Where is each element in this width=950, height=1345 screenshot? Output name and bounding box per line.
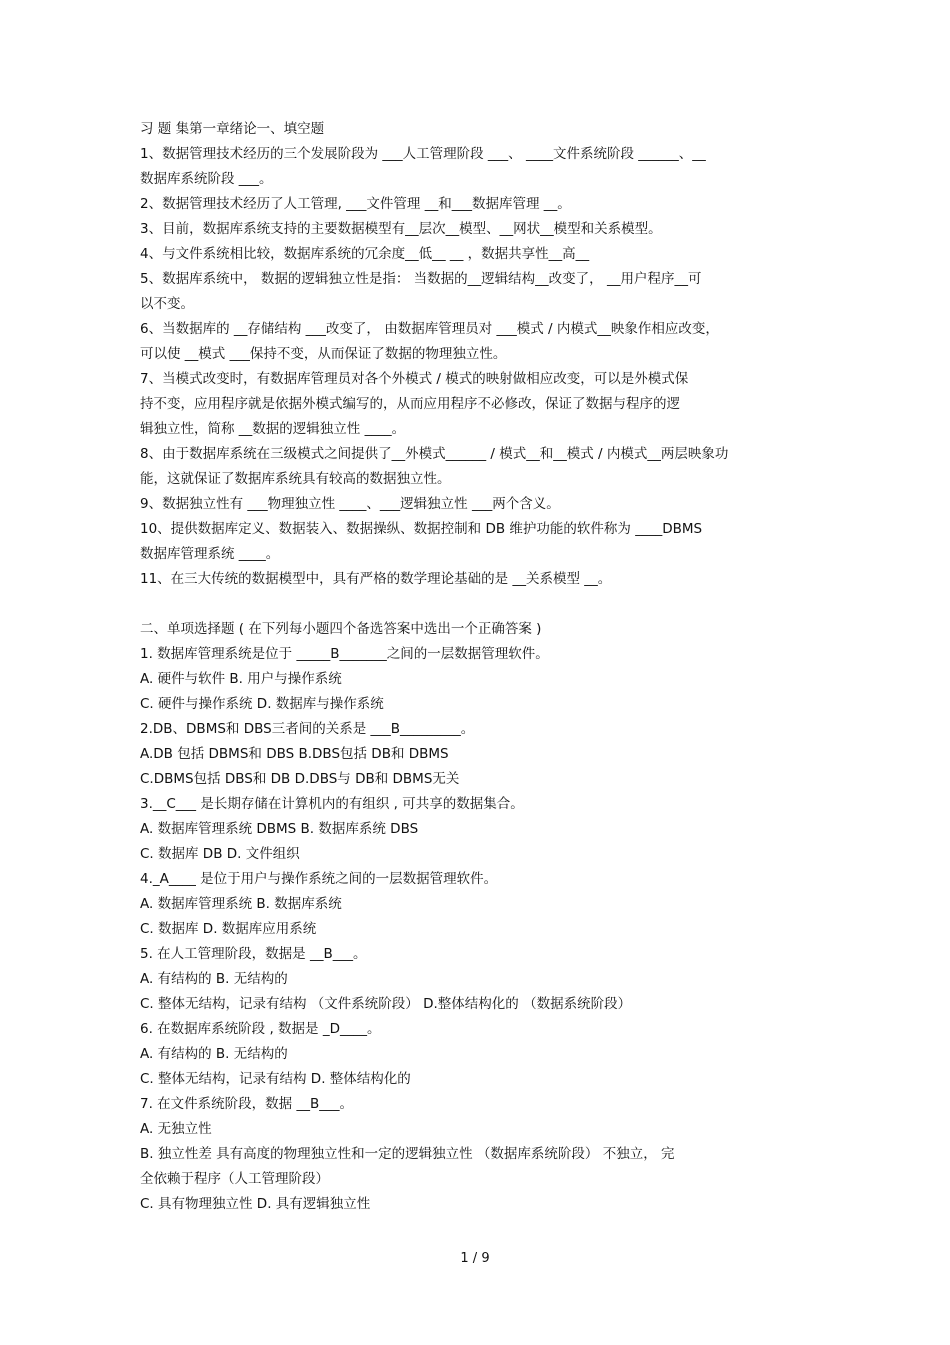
text-line: 数据库系统阶段 ___。 <box>140 171 273 187</box>
text-line: 习 题 集第一章绪论一、填空题 <box>140 121 325 137</box>
text-line: 4._A____ 是位于用户与操作系统之间的一层数据管理软件。 <box>140 871 498 887</box>
text-line: 3、目前，数据库系统支持的主要数据模型有__层次__模型、__网状__模型和关系模型。 <box>140 221 662 237</box>
text-line: A. 有结构的 B. 无结构的 <box>140 971 288 987</box>
text-line: 7、当模式改变时，有数据库管理员对各个外模式 / 模式的映射做相应改变，可以是外模式保 <box>140 371 689 387</box>
text-line: 1、数据管理技术经历的三个发展阶段为 ___人工管理阶段 ___、 ____文件系统阶段 ______、__ <box>140 146 706 162</box>
text-line: A.DB 包括 DBMS和 DBS B.DBS包括 DB和 DBMS <box>140 746 449 762</box>
text-line: 6、当数据库的 __存储结构 ___改变了， 由数据库管理员对 ___模式 / 内模式__映象作相应改变， <box>140 321 719 337</box>
text-line: 11、在三大传统的数据模型中，具有严格的数学理论基础的是 __关系模型 __。 <box>140 571 612 587</box>
text-line: A. 有结构的 B. 无结构的 <box>140 1046 288 1062</box>
text-line: 7. 在文件系统阶段，数据 __B___。 <box>140 1096 353 1112</box>
text-line: B. 独立性差 具有高度的物理独立性和一定的逻辑独立性 （数据库系统阶段） 不独立， 完 <box>140 1146 675 1162</box>
text-line: 4、与文件系统相比较，数据库系统的冗余度__低__ __ ，数据共享性__高__ <box>140 246 590 262</box>
text-line: A. 硬件与软件 B. 用户与操作系统 <box>140 671 342 687</box>
text-line: 6. 在数据库系统阶段 , 数据是 _D____。 <box>140 1021 381 1037</box>
text-line: C. 硬件与操作系统 D. 数据库与操作系统 <box>140 696 384 712</box>
text-line: 数据库管理系统 ____。 <box>140 546 280 562</box>
text-line: 9、数据独立性有 ___物理独立性 ____、___逻辑独立性 ___两个含义。 <box>140 496 560 512</box>
text-line: A. 数据库管理系统 DBMS B. 数据库系统 DBS <box>140 821 419 837</box>
text-line: A. 无独立性 <box>140 1121 212 1137</box>
text-line: C. 具有物理独立性 D. 具有逻辑独立性 <box>140 1196 371 1212</box>
page-number: 1 / 9 <box>460 1251 490 1266</box>
text-line: 辑独立性，简称 __数据的逻辑独立性 ____。 <box>140 421 406 437</box>
text-line: 二、单项选择题 ( 在下列每小题四个备选答案中选出一个正确答案 ) <box>140 621 542 637</box>
text-line: 能，这就保证了数据库系统具有较高的数据独立性。 <box>140 471 451 487</box>
text-line: 1. 数据库管理系统是位于 _____B_______之间的一层数据管理软件。 <box>140 646 549 662</box>
text-line: 可以使 __模式 ___保持不变，从而保证了数据的物理独立性。 <box>140 346 507 362</box>
text-line: C.DBMS包括 DBS和 DB D.DBS与 DB和 DBMS无关 <box>140 771 460 787</box>
text-line: A. 数据库管理系统 B. 数据库系统 <box>140 896 342 912</box>
text-line: 10、提供数据库定义、数据装入、数据操纵、数据控制和 DB 维护功能的软件称为 ____DBMS <box>140 521 703 537</box>
text-line: 持不变，应用程序就是依据外模式编写的，从而应用程序不必修改，保证了数据与程序的逻 <box>140 396 680 412</box>
text-line: 3.__C___ 是长期存储在计算机内的有组织 , 可共享的数据集合。 <box>140 796 524 812</box>
text-line: C. 整体无结构，记录有结构 （文件系统阶段） D.整体结构化的 （数据系统阶段） <box>140 996 632 1012</box>
text-line: 8、由于数据库系统在三级模式之间提供了__外模式______ / 模式__和__模式 / 内模式__两层映象功 <box>140 446 729 462</box>
text-line: C. 数据库 DB D. 文件组织 <box>140 846 300 862</box>
text-line: 全依赖于程序（人工管理阶段） <box>140 1171 329 1187</box>
text-line: 2、数据管理技术经历了人工管理, ___文件管理 __和___数据库管理 __。 <box>140 196 571 212</box>
text-line: 5、数据库系统中， 数据的逻辑独立性是指： 当数据的__逻辑结构__改变了， __用户程序__可 <box>140 271 702 287</box>
text-line: 5. 在人工管理阶段，数据是 __B___。 <box>140 946 367 962</box>
text-line: C. 整体无结构，记录有结构 D. 整体结构化的 <box>140 1071 411 1087</box>
text-line: 2.DB、DBMS和 DBS三者间的关系是 ___B_________。 <box>140 721 475 737</box>
text-line: 以不变。 <box>140 296 194 312</box>
text-line: C. 数据库 D. 数据库应用系统 <box>140 921 317 937</box>
